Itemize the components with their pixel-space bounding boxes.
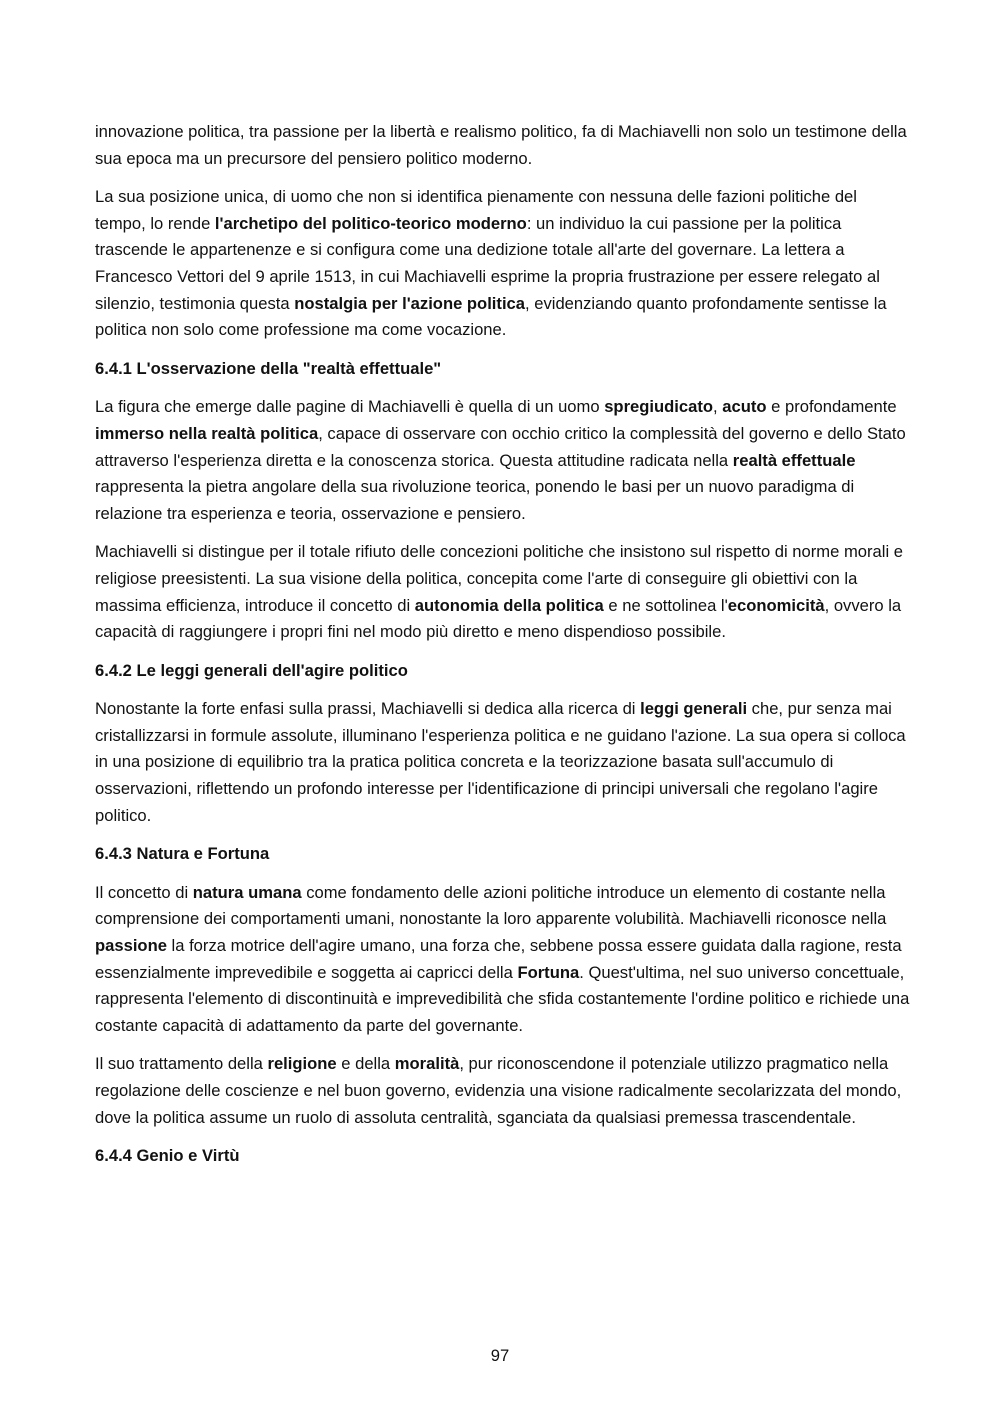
bold-text: nostalgia per l'azione politica xyxy=(294,293,526,313)
bold-text: passione xyxy=(95,936,167,956)
bold-text: l'archetipo del politico-teorico moderno xyxy=(214,213,527,233)
bold-text: autonomia della politica xyxy=(414,595,604,615)
paragraph xyxy=(95,696,910,829)
text-run: . Quest'ultima, nel suo universo concettuale, rappresenta l'elemento di discontinuità e imprevedibilità che sfida costantemente l'ordine politico e richiede una costante capacità di adattamento da parte del governante. xyxy=(95,962,910,1035)
paragraph xyxy=(95,184,910,344)
text-run: , xyxy=(713,397,723,417)
text-run: come fondamento delle azioni politiche introduce un elemento di costante nella comprensione dei comportamenti umani, nonostante la loro apparente volubilità. Machiavelli riconosce nella xyxy=(95,882,887,929)
text-run: Machiavelli si distingue per il totale rifiuto delle concezioni politiche che insistono sul rispetto di norme morali e religiose preesistenti. La sua visione della politica, concepita come l'arte di conseguire gli obiettivi con la massima efficienza, introduce il concetto di xyxy=(95,542,903,615)
bold-text: realtà effettuale xyxy=(732,450,856,470)
text-run: La sua posizione unica, di uomo che non si identifica pienamente con nessuna delle fazioni politiche del tempo, lo rende xyxy=(95,187,857,233)
text-run: e profondamente xyxy=(766,397,897,417)
bold-text: natura umana xyxy=(192,882,302,902)
text-run: , evidenziando quanto profondamente sentisse la politica non solo come professione ma come vocazione. xyxy=(95,293,887,340)
paragraph xyxy=(95,394,910,527)
text-run: Il concetto di xyxy=(95,882,193,902)
section-heading: 6.4.2 Le leggi generali dell'agire politico xyxy=(95,660,408,680)
section-heading: 6.4.3 Natura e Fortuna xyxy=(95,844,270,864)
bold-text: moralità xyxy=(394,1054,460,1074)
paragraph xyxy=(95,1051,910,1131)
text-run: : un individuo la cui passione per la politica trascende le appartenenze e si configura come una dedizione totale all'arte del governare. La lettera a Francesco Vettori del 9 aprile 1513, in cui Machiavelli esprime la propria frustrazione per essere relegato al silenzio, testimonia questa xyxy=(95,213,880,313)
page-number: 97 xyxy=(490,1346,510,1365)
section-heading: 6.4.4 Genio e Virtù xyxy=(95,1146,240,1166)
bold-text: immerso nella realtà politica xyxy=(95,423,319,443)
bold-text: Fortuna xyxy=(517,962,580,982)
text-run: Nonostante la forte enfasi sulla prassi, Machiavelli si dedica alla ricerca di xyxy=(95,699,641,719)
text-run: innovazione politica, tra passione per la libertà e realismo politico, fa di Machiavelli non solo un testimone della sua epoca ma un precursore del pensiero politico moderno. xyxy=(95,122,907,168)
paragraph xyxy=(95,119,910,172)
bold-text: spregiudicato xyxy=(604,397,714,417)
text-run: La figura che emerge dalle pagine di Machiavelli è quella di un uomo xyxy=(95,397,605,417)
bold-text: economicità xyxy=(727,595,825,615)
text-run: rappresenta la pietra angolare della sua rivoluzione teorica, ponendo le basi per un nuovo paradigma di relazione tra esperienza e teoria, osservazione e pensiero. xyxy=(95,477,855,523)
bold-text: acuto xyxy=(722,397,767,417)
bold-text: leggi generali xyxy=(640,699,748,719)
text-run: Il suo trattamento della xyxy=(95,1054,268,1074)
bold-text: religione xyxy=(267,1054,337,1074)
text-run: la forza motrice dell'agire umano, una forza che, sebbene possa essere guidata dalla ragione, resta essenzialmente imprevedibile e soggetta ai capricci della xyxy=(95,936,902,982)
page-body xyxy=(95,119,910,1182)
text-run: , pur riconoscendone il potenziale utilizzo pragmatico nella regolazione delle coscienze e nel buon governo, evidenzia una visione radicalmente secolarizzata del mondo, dove la politica assume un ruolo di assoluta centralità, sganciata da qualsiasi premessa trascendentale. xyxy=(95,1054,902,1127)
paragraph xyxy=(95,880,910,1040)
text-run: e della xyxy=(336,1054,395,1074)
section-heading: 6.4.1 L'osservazione della "realtà effettuale" xyxy=(95,358,442,378)
text-run: , capace di osservare con occhio critico la complessità del governo e dello Stato attraverso l'esperienza diretta e la conoscenza storica. Questa attitudine radicata nella xyxy=(95,423,906,470)
text-run: che, pur senza mai cristallizzarsi in formule assolute, illuminano l'esperienza politica e ne guidano l'azione. La sua opera si colloca in una posizione di equilibrio tra la pratica politica concreta e la teorizzazione basata sull'accumulo di osservazioni, riflettendo un profondo interesse per l'identificazione di principi universali che regolano l'agire politico. xyxy=(95,699,906,825)
paragraph xyxy=(95,539,910,645)
text-run: , ovvero la capacità di raggiungere i propri fini nel modo più diretto e meno dispendioso possibile. xyxy=(95,595,902,642)
text-run: e ne sottolinea l' xyxy=(603,595,728,615)
